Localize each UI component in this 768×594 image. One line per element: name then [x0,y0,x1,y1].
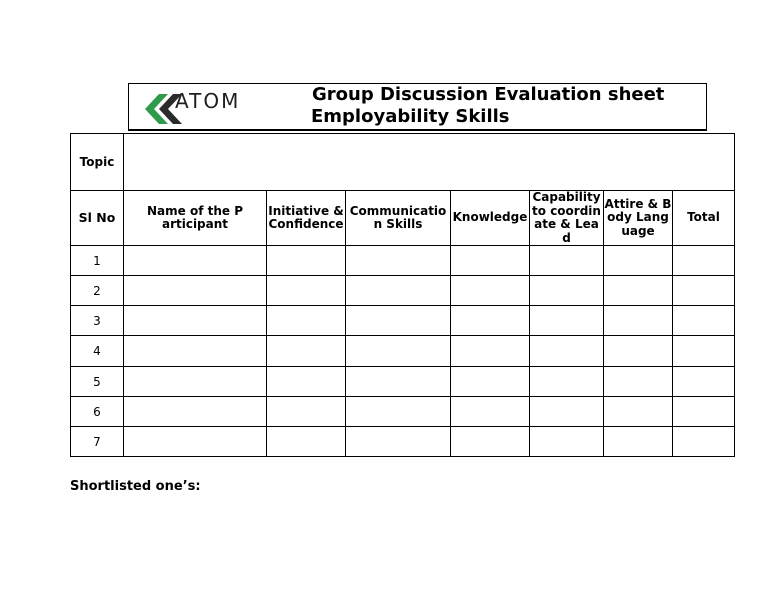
topic-row [71,134,735,191]
cell-total[interactable] [673,276,735,306]
col-header-initiative: Initiative & Confidence [267,191,346,246]
cell-attire[interactable] [604,276,673,306]
cell-attire[interactable] [604,427,673,457]
cell-knowledge[interactable] [451,336,530,367]
cell-total[interactable] [673,367,735,397]
cell-knowledge[interactable] [451,427,530,457]
cell-total[interactable] [673,246,735,276]
cell-communication[interactable] [346,306,451,336]
row-number: 6 [71,397,124,427]
title-line-1: Group Discussion Evaluation sheet [312,84,665,105]
row-number: 2 [71,276,124,306]
col-header-communication: Communication Skills [346,191,451,246]
cell-capability[interactable] [530,246,604,276]
cell-capability[interactable] [530,306,604,336]
topic-label: Topic [71,134,124,191]
topic-field[interactable] [124,134,735,191]
page-title [312,84,664,128]
cell-name[interactable] [124,276,267,306]
col-header-sl-no: Sl No [71,191,124,246]
cell-communication[interactable] [346,427,451,457]
cell-name[interactable] [124,397,267,427]
row-number: 1 [71,246,124,276]
cell-capability[interactable] [530,397,604,427]
cell-knowledge[interactable] [451,276,530,306]
cell-communication[interactable] [346,246,451,276]
cell-knowledge[interactable] [451,306,530,336]
cell-initiative[interactable] [267,367,346,397]
cell-capability[interactable] [530,367,604,397]
row-number: 4 [71,336,124,367]
cell-communication[interactable] [346,397,451,427]
cell-name[interactable] [124,367,267,397]
logo-text: ATOM [175,89,241,113]
cell-initiative[interactable] [267,246,346,276]
cell-attire[interactable] [604,397,673,427]
table-row [71,427,735,457]
cell-total[interactable] [673,306,735,336]
row-number: 3 [71,306,124,336]
cell-knowledge[interactable] [451,246,530,276]
cell-attire[interactable] [604,336,673,367]
cell-initiative[interactable] [267,427,346,457]
cell-total[interactable] [673,397,735,427]
shortlisted-label: Shortlisted one’s: [70,479,201,494]
cell-knowledge[interactable] [451,397,530,427]
header-box [128,83,707,131]
table-row [71,306,735,336]
cell-initiative[interactable] [267,336,346,367]
cell-capability[interactable] [530,336,604,367]
table-row [71,246,735,276]
col-header-name: Name of the Participant [124,191,267,246]
col-header-attire: Attire & Body Language [604,191,673,246]
col-header-total: Total [673,191,735,246]
row-number: 5 [71,367,124,397]
cell-total[interactable] [673,427,735,457]
row-number: 7 [71,427,124,457]
cell-attire[interactable] [604,246,673,276]
cell-name[interactable] [124,306,267,336]
header-row [71,191,735,246]
cell-knowledge[interactable] [451,367,530,397]
cell-name[interactable] [124,336,267,367]
cell-attire[interactable] [604,306,673,336]
table-row [71,276,735,306]
table-row [71,367,735,397]
evaluation-table [70,133,735,457]
cell-capability[interactable] [530,276,604,306]
col-header-capability: Capability to coordinate & Lead [530,191,604,246]
cell-name[interactable] [124,246,267,276]
cell-attire[interactable] [604,367,673,397]
cell-total[interactable] [673,336,735,367]
cell-communication[interactable] [346,336,451,367]
cell-communication[interactable] [346,276,451,306]
cell-communication[interactable] [346,367,451,397]
title-line-2: Employability Skills [311,106,510,127]
cell-initiative[interactable] [267,306,346,336]
cell-capability[interactable] [530,427,604,457]
table-row [71,397,735,427]
cell-initiative[interactable] [267,397,346,427]
cell-initiative[interactable] [267,276,346,306]
col-header-knowledge: Knowledge [451,191,530,246]
table-row [71,336,735,367]
cell-name[interactable] [124,427,267,457]
